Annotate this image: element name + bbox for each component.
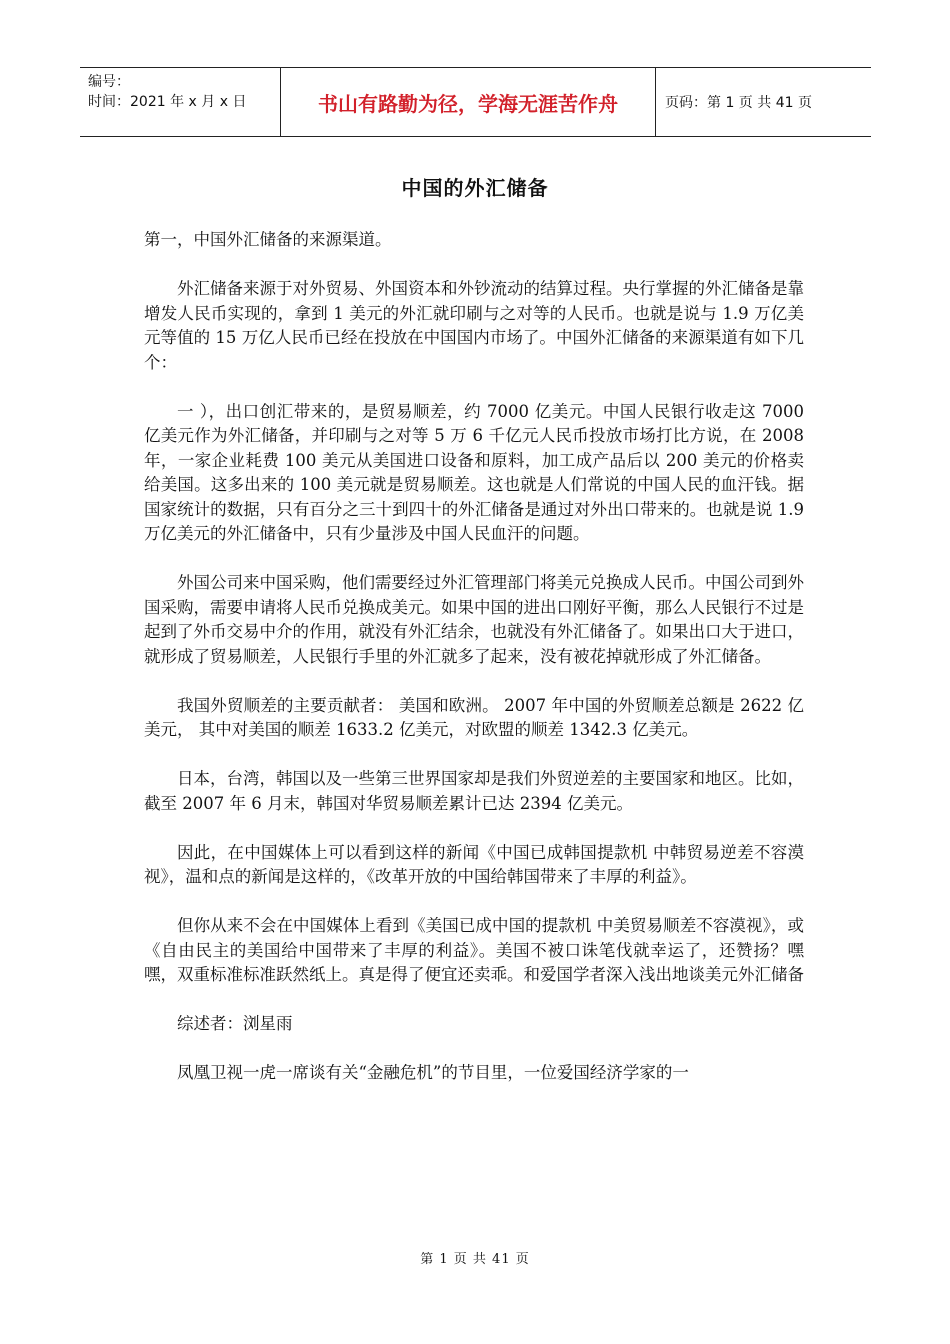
paragraph: 日本，台湾，韩国以及一些第三世界国家却是我们外贸逆差的主要国家和地区。比如，截至 2007 年 6 月末，韩国对华贸易顺差累计已达 2394 亿美元。 — [144, 769, 804, 813]
paragraph: 因此，在中国媒体上可以看到这样的新闻《中国已成韩国提款机 中韩贸易逆差不容漠视》，温和点的新闻是这样的，《改革开放的中国给韩国带来了丰厚的利益》。 — [144, 842, 804, 886]
paragraph: 一 ），出口创汇带来的，是贸易顺差，约 7000 亿美元。中国人民银行收走这 7000 亿美元作为外汇储备，并印刷与之对等 5 万 6 千亿元人民币投放市场打比方说，在 2008 年，一家企业耗费 100 美元从美国进口设备和原料，加工成产品后以 200 美元的价格卖给美国。这多出来的 100 美元就是贸易顺差。这也就是人们常说的中国人民的血汗钱。据国家统计的数据，只有百分之三十到四十的外汇储备是通过对外出口带来的。也就是说 1.9 万亿美元的外汇储备中，只有少量涉及中国人民血汗的问题。 — [144, 401, 804, 543]
document-body — [144, 228, 804, 1110]
document-title: 中国的外汇储备 — [401, 176, 549, 200]
page-footer: 第 1 页 共 41 页 — [420, 1252, 530, 1267]
document-number-label: 编号： — [88, 74, 130, 90]
author-line: 综述者：浏星雨 — [177, 1014, 293, 1033]
document-date: 时间：2021 年 x 月 x 日 — [88, 94, 247, 110]
section-heading: 第一，中国外汇储备的来源渠道。 — [144, 230, 392, 249]
paragraph: 外汇储备来源于对外贸易、外国资本和外钞流动的结算过程。央行掌握的外汇储备是靠增发人民币实现的，拿到 1 美元的外汇就印刷与之对等的人民币。也就是说与 1.9 万亿美元等值的 15 万亿人民币已经在投放在中国国内市场了。中国外汇储备的来源渠道有如下几个： — [144, 279, 804, 372]
header-meta — [80, 68, 281, 136]
paragraph: 凤凰卫视一虎一席谈有关“金融危机”的节目里，一位爱国经济学家的一 — [177, 1063, 689, 1082]
paragraph: 但你从来不会在中国媒体上看到《美国已成中国的提款机 中美贸易顺差不容漠视》，或《自由民主的美国给中国带来了丰厚的利益》。美国不被口诛笔伐就幸运了，还赞扬？嘿嘿，双重标准标准跃然纸上。真是得了便宜还卖乖。和爱国学者深入浅出地谈美元外汇储备 — [144, 916, 804, 984]
paragraph: 我国外贸顺差的主要贡献者： 美国和欧洲。 2007 年中国的外贸顺差总额是 2622 亿美元， 其中对美国的顺差 1633.2 亿美元，对欧盟的顺差 1342.3 亿美元。 — [144, 695, 804, 739]
page-header — [80, 67, 871, 137]
header-page-info: 页码：第 1 页 共 41 页 — [665, 95, 812, 111]
header-motto: 书山有路勤为径，学海无涯苦作舟 — [281, 68, 656, 136]
paragraph: 外国公司来中国采购，他们需要经过外汇管理部门将美元兑换成人民币。中国公司到外国采购，需要申请将人民币兑换成美元。如果中国的进出口刚好平衡，那么人民银行不过是起到了外币交易中介的作用，就没有外汇结余，也就没有外汇储备了。如果出口大于进口，就形成了贸易顺差，人民银行手里的外汇就多了起来，没有被花掉就形成了外汇储备。 — [144, 573, 804, 666]
